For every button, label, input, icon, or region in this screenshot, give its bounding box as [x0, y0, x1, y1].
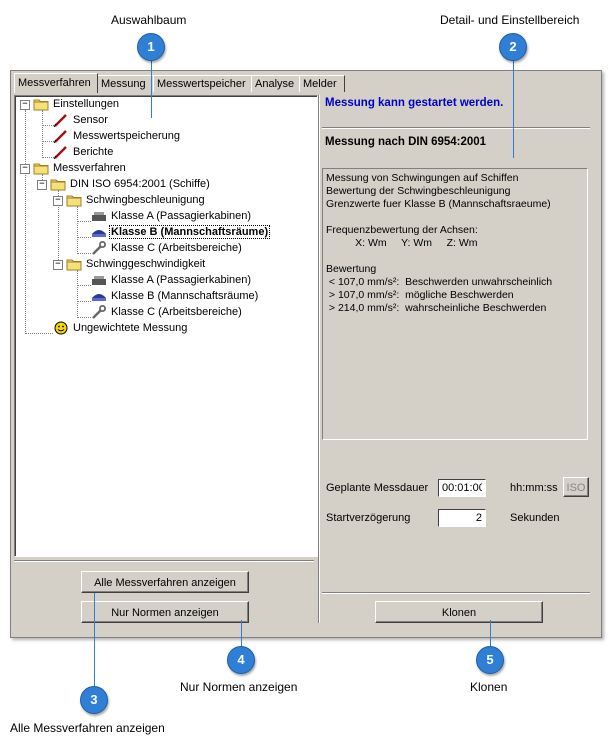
leader-line-2: [513, 58, 514, 158]
expander-messverfahren[interactable]: −: [20, 164, 30, 174]
tree-item-einstellungen[interactable]: Einstellungen: [33, 96, 120, 112]
measurement-status: Messung kann gestartet werden.: [325, 97, 504, 109]
tree-item-sensor[interactable]: Sensor: [53, 112, 109, 128]
leader-line-3: [94, 593, 95, 687]
start-delay-input[interactable]: [438, 509, 486, 527]
leader-line-4: [241, 620, 242, 648]
tab-melder[interactable]: Melder: [299, 75, 345, 92]
callout-badge-1: 1: [137, 33, 165, 61]
tab-analyse[interactable]: Analyse: [251, 75, 301, 92]
leader-line-1: [151, 58, 152, 118]
callout-badge-3: 3: [80, 686, 108, 714]
folder-icon: [66, 257, 82, 271]
bunk-icon: [91, 289, 107, 303]
tab-messverfahren[interactable]: Messverfahren: [14, 73, 98, 93]
expander-schwinggeschwindigkeit[interactable]: −: [53, 260, 63, 270]
start-delay-unit: Sekunden: [510, 512, 560, 524]
duration-label: Geplante Messdauer: [326, 482, 429, 494]
expander-schwingbeschleunigung[interactable]: −: [53, 196, 63, 206]
norms-only-button[interactable]: Nur Normen anzeigen: [81, 601, 249, 623]
folder-icon: [33, 97, 49, 111]
tree-item-messverfahren[interactable]: Messverfahren: [33, 160, 127, 176]
wrench-icon: [91, 305, 107, 319]
tab-messung[interactable]: Messung: [97, 75, 155, 92]
callout-label-klonen: Klonen: [470, 680, 508, 694]
tab-messwertspeicher[interactable]: Messwertspeicher: [153, 75, 253, 92]
start-delay-label: Startverzögerung: [326, 512, 411, 524]
callout-label-detailbereich: Detail- und Einstellbereich: [440, 13, 580, 27]
smiley-icon: [53, 321, 69, 335]
tree-item-beschl-klasse-c[interactable]: Klasse C (Arbeitsbereiche): [91, 240, 243, 256]
folder-icon: [66, 193, 82, 207]
callout-badge-2: 2: [499, 33, 527, 61]
tree-item-beschl-klasse-a[interactable]: Klasse A (Passagierkabinen): [91, 208, 252, 224]
callout-badge-5: 5: [476, 646, 504, 674]
bunk-icon: [91, 225, 107, 239]
tree-item-schwingbeschleunigung[interactable]: Schwingbeschleunigung: [66, 192, 206, 208]
iso-button[interactable]: ISO: [563, 477, 589, 497]
bed-icon: [91, 209, 107, 223]
show-all-methods-button[interactable]: Alle Messverfahren anzeigen: [81, 571, 249, 593]
tree-item-geschw-klasse-c[interactable]: Klasse C (Arbeitsbereiche): [91, 304, 243, 320]
tree-item-beschl-klasse-b[interactable]: Klasse B (Mannschaftsräume): [91, 224, 269, 240]
callout-badge-4: 4: [227, 646, 255, 674]
pencil-icon: [53, 129, 69, 143]
duration-input[interactable]: [438, 479, 486, 497]
tree-item-geschw-klasse-a[interactable]: Klasse A (Passagierkabinen): [91, 272, 252, 288]
tree-item-schwinggeschwindigkeit[interactable]: Schwinggeschwindigkeit: [66, 256, 206, 272]
expander-einstellungen[interactable]: −: [20, 100, 30, 110]
folder-icon: [50, 177, 66, 191]
leader-line-5: [490, 620, 491, 648]
right-button-divider: [322, 592, 590, 594]
callout-label-alle-messverfahren: Alle Messverfahren anzeigen: [10, 721, 165, 735]
callout-label-nur-normen: Nur Normen anzeigen: [180, 680, 298, 694]
method-heading: Messung nach DIN 6954:2001: [325, 136, 487, 148]
method-description: Messung von Schwingungen auf Schiffen Bewertung der Schwingbeschleunigung Grenzwerte fuer Klasse B (Mannschaftsraeume) Frequenzbewertung der Achsen: X: Wm Y: Wm Z: Wm Bewertung < 107,0 mm/s²: Beschwerden unwahrscheinlich > 107,0 mm/s²: mögliche Beschwerden > 214,0 mm/s²: wahrscheinliche Beschwerden: [322, 168, 588, 440]
clone-button[interactable]: Klonen: [375, 601, 543, 623]
left-button-divider: [14, 560, 314, 562]
duration-unit: hh:mm:ss: [510, 482, 558, 494]
folder-icon: [33, 161, 49, 175]
wrench-icon: [91, 241, 107, 255]
pencil-icon: [53, 145, 69, 159]
selection-tree[interactable]: [14, 95, 318, 557]
tree-item-geschw-klasse-b[interactable]: Klasse B (Mannschaftsräume): [91, 288, 259, 304]
tree-item-din-iso-6954[interactable]: DIN ISO 6954:2001 (Schiffe): [50, 176, 211, 192]
pane-separator: [318, 95, 320, 623]
expander-din-iso[interactable]: −: [37, 180, 47, 190]
tree-item-berichte[interactable]: Berichte: [53, 144, 114, 160]
status-divider: [322, 127, 590, 129]
callout-label-auswahlbaum: Auswahlbaum: [111, 13, 187, 27]
pencil-icon: [53, 113, 69, 127]
tree-item-ungewichtete-messung[interactable]: Ungewichtete Messung: [53, 320, 188, 336]
tree-item-messwertspeicherung[interactable]: Messwertspeicherung: [53, 128, 181, 144]
bed-icon: [91, 273, 107, 287]
